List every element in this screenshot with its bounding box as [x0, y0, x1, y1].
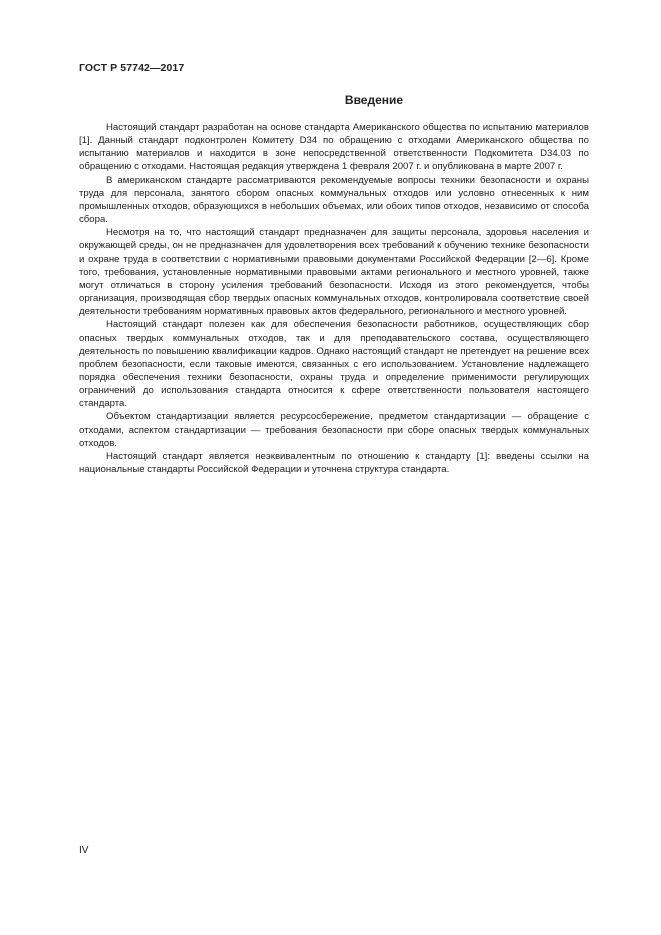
- paragraph: В американском стандарте рассматриваются рекомендуемые вопросы техники безопасности и охраны труда для персонала, занятого сбором опасных коммунальных отходов или условно отнесенных к ним промышленных отходов, образующихся в небольших объемах, или обоих типов отходов, независимо от способа сбора.: [79, 174, 589, 226]
- paragraph: Объектом стандартизации является ресурсосбережение, предметом стандартизации — обращение с отходами, аспектом стандартизации — требования безопасности при сборе опасных твердых коммунальных отходов.: [79, 411, 589, 449]
- page-number: IV: [79, 845, 89, 856]
- paragraph: Настоящий стандарт является неэквивалентным по отношению к стандарту [1]: введены ссылки на национальные стандарты Российской Федерации и уточнена структура стандарта.: [79, 450, 589, 476]
- document-header: ГОСТ Р 57742—2017: [79, 62, 185, 74]
- section-title: Введение: [344, 93, 404, 107]
- paragraph: Настоящий стандарт полезен как для обеспечения безопасности работников, осуществляющих сбор опасных твердых коммунальных отходов, так и для преподавательского состава, осуществляющего деятельность по повышению квалификации кадров. Однако настоящий стандарт не претендует на решение всех проблем безопасности, если таковые имеются, связанных с его использованием. Установление надлежащего порядка обеспечения техники безопасности, охраны труда и определение применимости регулирующих ограничений до использования стандарта относится к сфере ответственности пользователя настоящего стандарта.: [79, 319, 589, 410]
- paragraph: Несмотря на то, что настоящий стандарт предназначен для защиты персонала, здоровья населения и окружающей среды, он не предназначен для удовлетворения всех требований к обучению технике безопасности и охране труда в соответствии с нормативными правовыми документами Российской Федерации [2—6]. Кроме того, требования, установленные нормативными правовыми актами регионального и местного уровней, также могут отличаться в сторону усиления требований безопасности. Исходя из этого рекомендуется, чтобы организация, производящая сбор твердых опасных коммунальных отходов, контролировала соответствие своей деятельности требованиям нормативных правовых актов федерального, регионального и местного уровней.: [79, 227, 589, 318]
- paragraph: Настоящий стандарт разработан на основе стандарта Американского общества по испытанию материалов [1]. Данный стандарт подконтролен Комитету D34 по обращению с отходами Американского общества по испытанию материалов и находится в зоне непосредственной ответственности Подкомитета D34.03 по обращению с отходами. Настоящая редакция утверждена 1 февраля 2007 г. и опубликована в марте 2007 г.: [79, 122, 589, 173]
- document-body: [79, 121, 589, 476]
